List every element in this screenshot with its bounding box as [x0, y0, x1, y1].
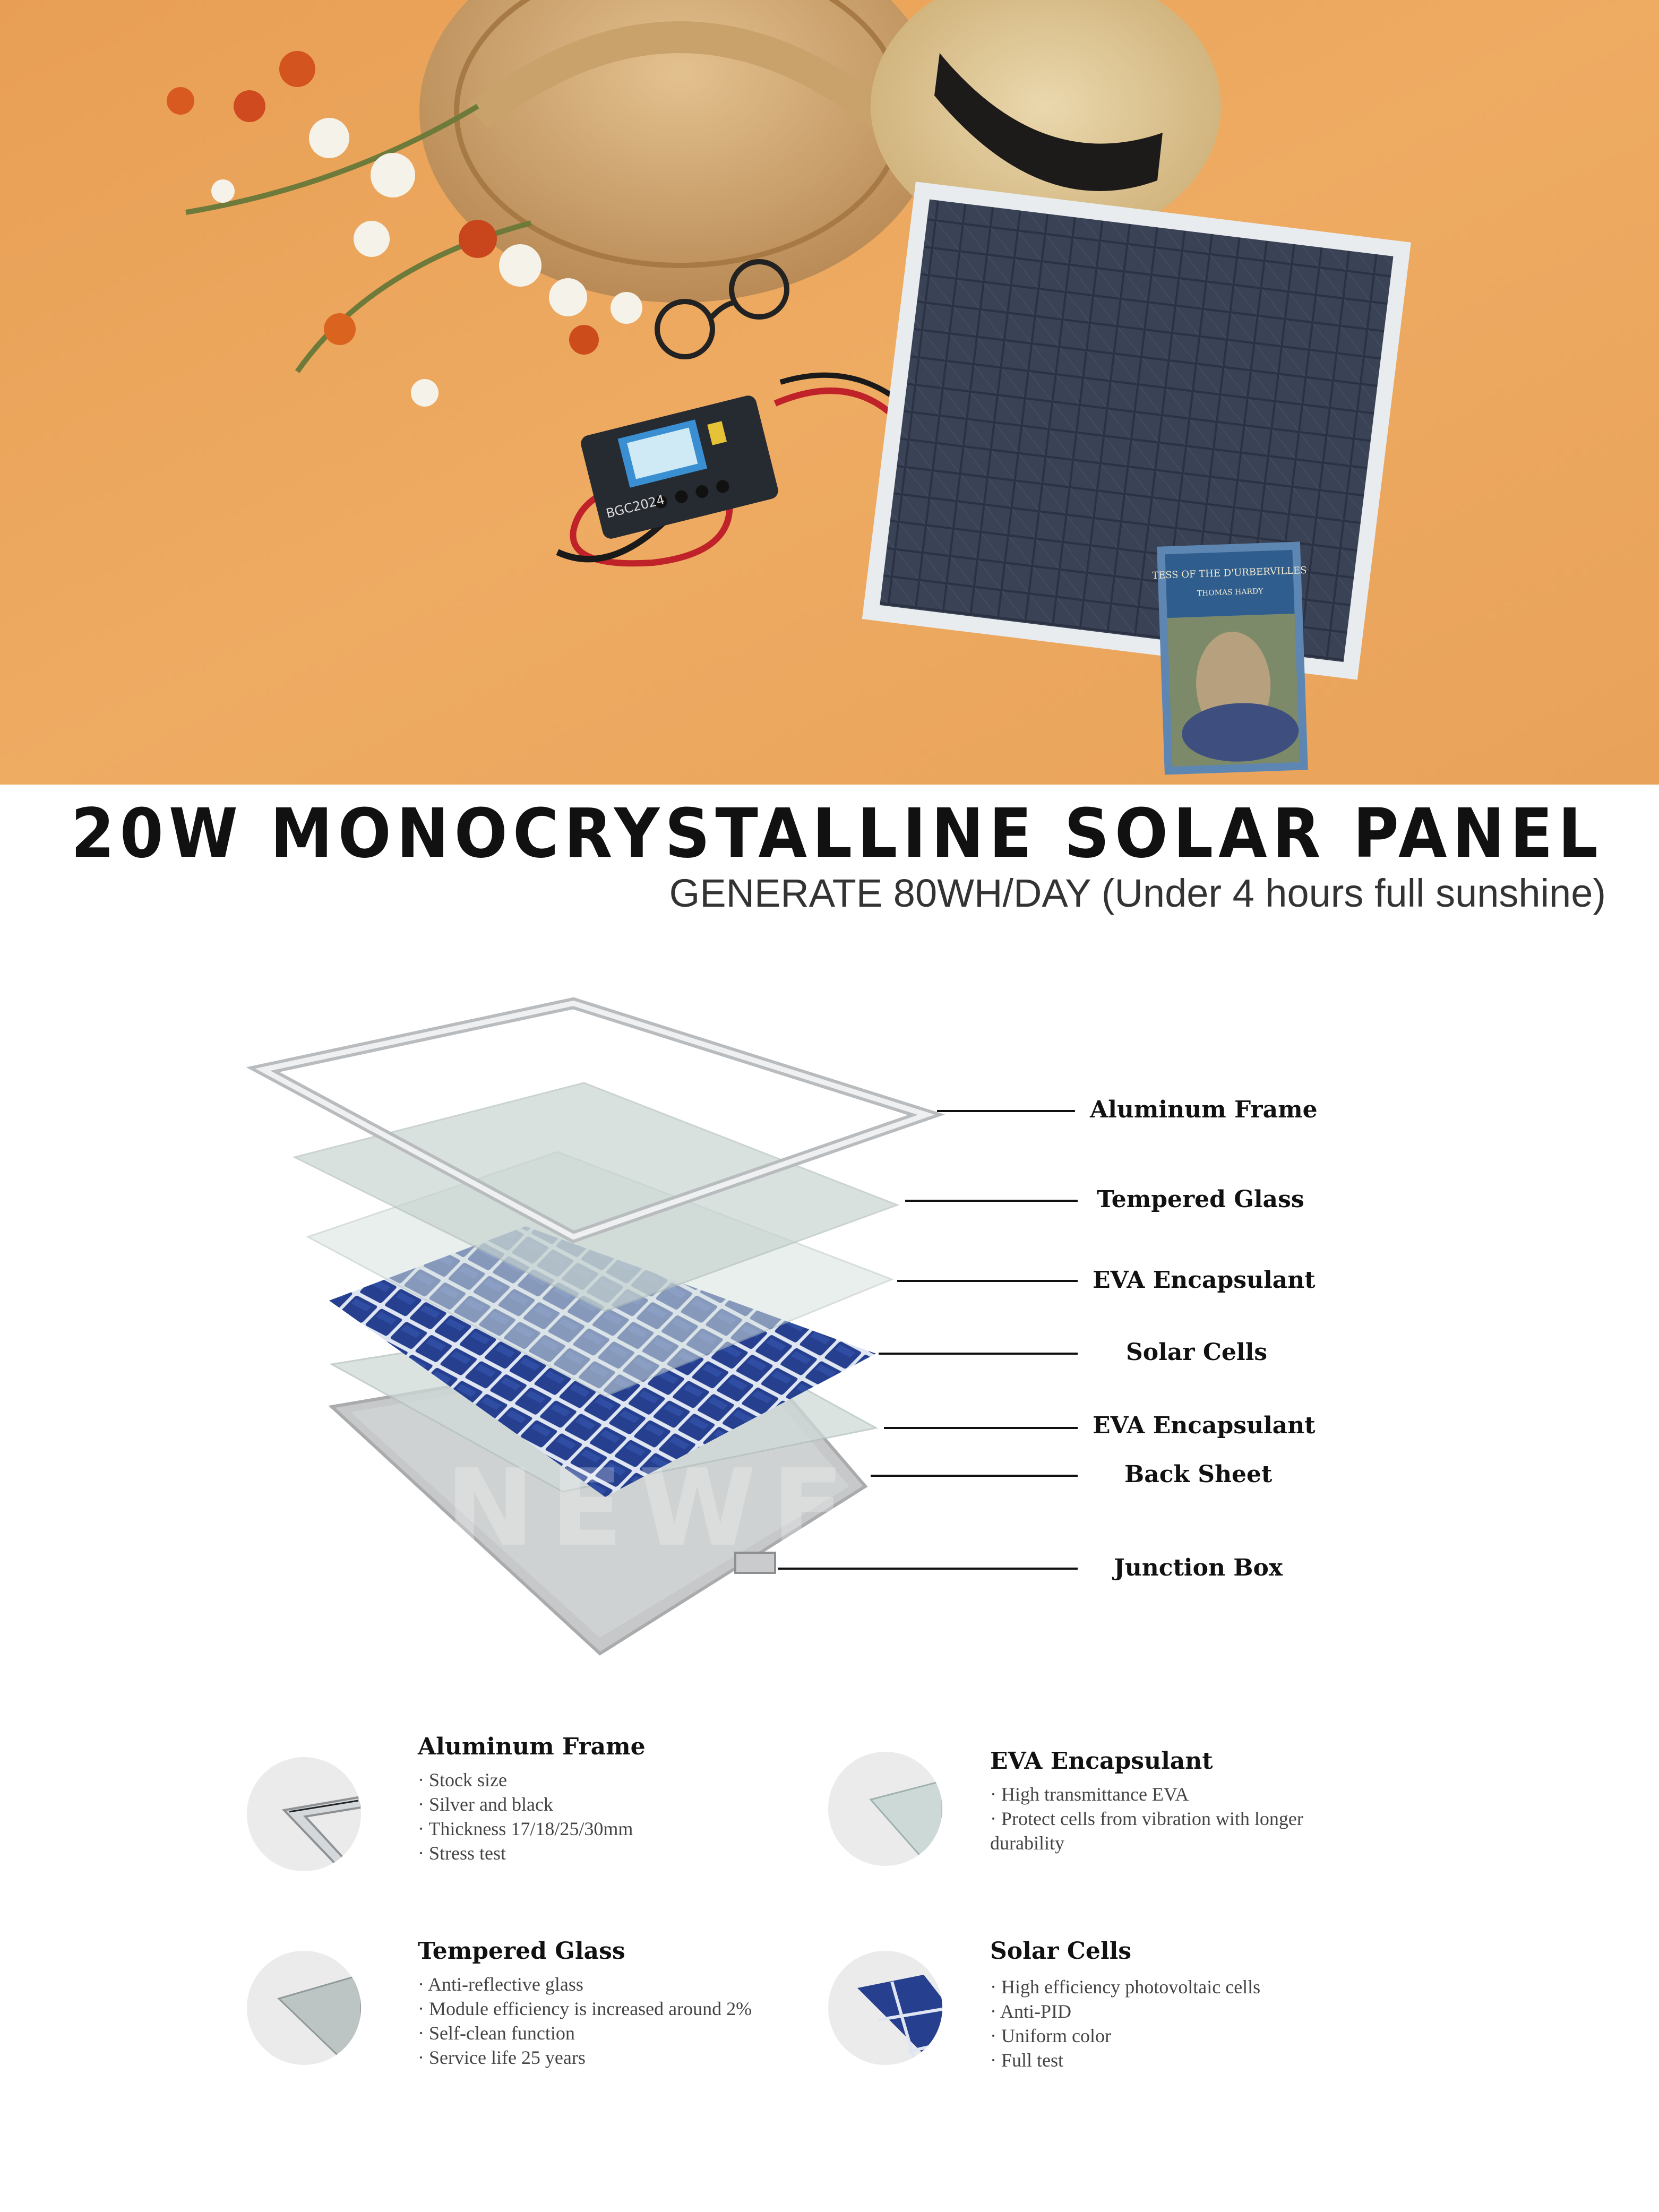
hero-photo [0, 0, 1659, 785]
feature-list [418, 1768, 758, 1865]
book-title: TESS OF THE D'URBERVILLES [1151, 564, 1307, 582]
list-item: · High transmittance EVA [990, 1782, 1335, 1806]
feature-title: Solar Cells [990, 1938, 1132, 1965]
controller-label: BGC2024 [604, 492, 666, 521]
label-junction-box: Junction Box [1114, 1554, 1283, 1581]
feature-title: Tempered Glass [418, 1938, 625, 1965]
feature-title: EVA Encapsulant [990, 1748, 1213, 1775]
list-item: · Uniform color [990, 2024, 1335, 2048]
feature-list [990, 1975, 1335, 2072]
list-item: · Service life 25 years [418, 2045, 789, 2070]
list-item: · Stress test [418, 1841, 758, 1865]
tempered-glass-icon [247, 1951, 361, 2065]
book-author: THOMAS HARDY [1197, 587, 1263, 598]
label-eva-encapsulant-lower: EVA Encapsulant [1093, 1412, 1316, 1439]
list-item: · Self-clean function [418, 2021, 789, 2045]
eva-encapsulant-icon [828, 1752, 942, 1866]
watermark-text: NEWEST [445, 1447, 1041, 1570]
label-aluminum-frame: Aluminum Frame [1090, 1096, 1318, 1123]
list-item: · Module efficiency is increased around 2% [418, 1996, 789, 2021]
list-item: · Anti-PID [990, 1999, 1335, 2024]
layer-diagram [0, 982, 1659, 1672]
list-item: · Full test [990, 2048, 1335, 2072]
solar-cells-icon [828, 1951, 942, 2065]
aluminum-frame-icon [247, 1757, 361, 1871]
feature-list [990, 1782, 1335, 1855]
book-image [1151, 541, 1313, 775]
list-item: · Silver and black [418, 1792, 758, 1817]
list-item: · Protect cells from vibration with longer durability [990, 1806, 1335, 1855]
label-back-sheet: Back Sheet [1124, 1461, 1273, 1488]
list-item: · High efficiency photovoltaic cells [990, 1975, 1335, 1999]
list-item: · Anti-reflective glass [418, 1972, 789, 1996]
label-tempered-glass: Tempered Glass [1097, 1186, 1304, 1213]
feature-title: Aluminum Frame [418, 1733, 646, 1760]
solar-panel-image [862, 182, 1411, 679]
list-item: · Stock size [418, 1768, 758, 1792]
page-subtitle: GENERATE 80WH/DAY (Under 4 hours full sunshine) [669, 871, 1606, 915]
page-title: 20W MONOCRYSTALLINE SOLAR PANEL [71, 794, 1603, 873]
label-eva-encapsulant-upper: EVA Encapsulant [1093, 1267, 1316, 1294]
feature-list [418, 1972, 789, 2070]
list-item: · Thickness 17/18/25/30mm [418, 1817, 758, 1841]
label-solar-cells: Solar Cells [1126, 1339, 1268, 1366]
